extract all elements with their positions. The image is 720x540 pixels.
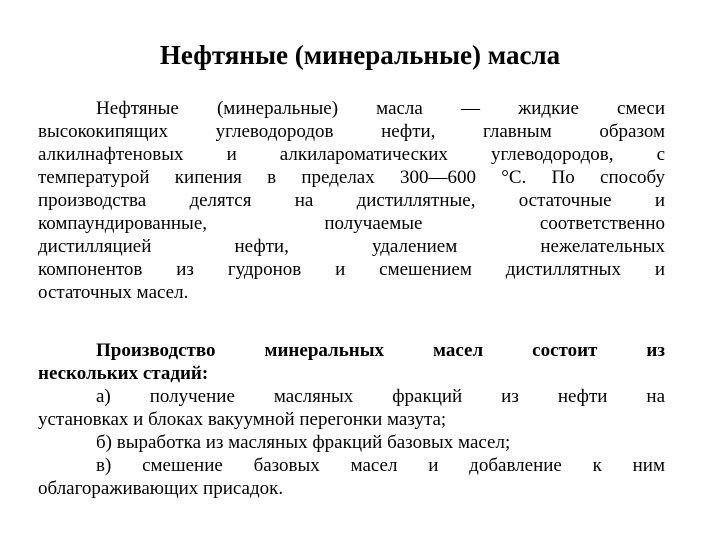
text-line: остаточных масел. bbox=[38, 282, 189, 303]
page-title: Нефтяные (минеральные) масла bbox=[159, 40, 561, 70]
definition-paragraph bbox=[38, 97, 665, 304]
text-line: дистилляцией нефти, удалением нежелательных bbox=[38, 236, 665, 257]
stage-item-c-cont: облагораживающих присадок. bbox=[38, 478, 284, 499]
text-line: Нефтяные (минеральные) масла — жидкие смеси bbox=[96, 98, 665, 119]
stage-item-a-cont: установках и блоках вакуумной перегонки мазута; bbox=[38, 409, 447, 430]
text-line: компаундированные, получаемые соответственно bbox=[38, 213, 665, 234]
text-line: температурой кипения в пределах 300—600 °С. По способу bbox=[38, 167, 665, 188]
stages-heading-line: Производство минеральных масел состоит из bbox=[96, 340, 665, 361]
stage-item-b: б) выработка из масляных фракций базовых масел; bbox=[96, 432, 511, 453]
text-line: компонентов из гудронов и смешением дистиллятных и bbox=[38, 259, 665, 280]
stages-heading-line: нескольких стадий: bbox=[38, 363, 209, 384]
text-line: производства делятся на дистиллятные, остаточные и bbox=[38, 190, 665, 211]
production-stages-paragraph bbox=[38, 339, 665, 500]
text-line: алкилнафтеновых и алкилароматических углеводородов, с bbox=[38, 144, 665, 165]
text-line: высококипящих углеводородов нефти, главным образом bbox=[38, 121, 665, 142]
stage-item-c: в) смешение базовых масел и добавление к ним bbox=[96, 455, 665, 476]
stage-item-a: а) получение масляных фракций из нефти на bbox=[96, 386, 665, 407]
